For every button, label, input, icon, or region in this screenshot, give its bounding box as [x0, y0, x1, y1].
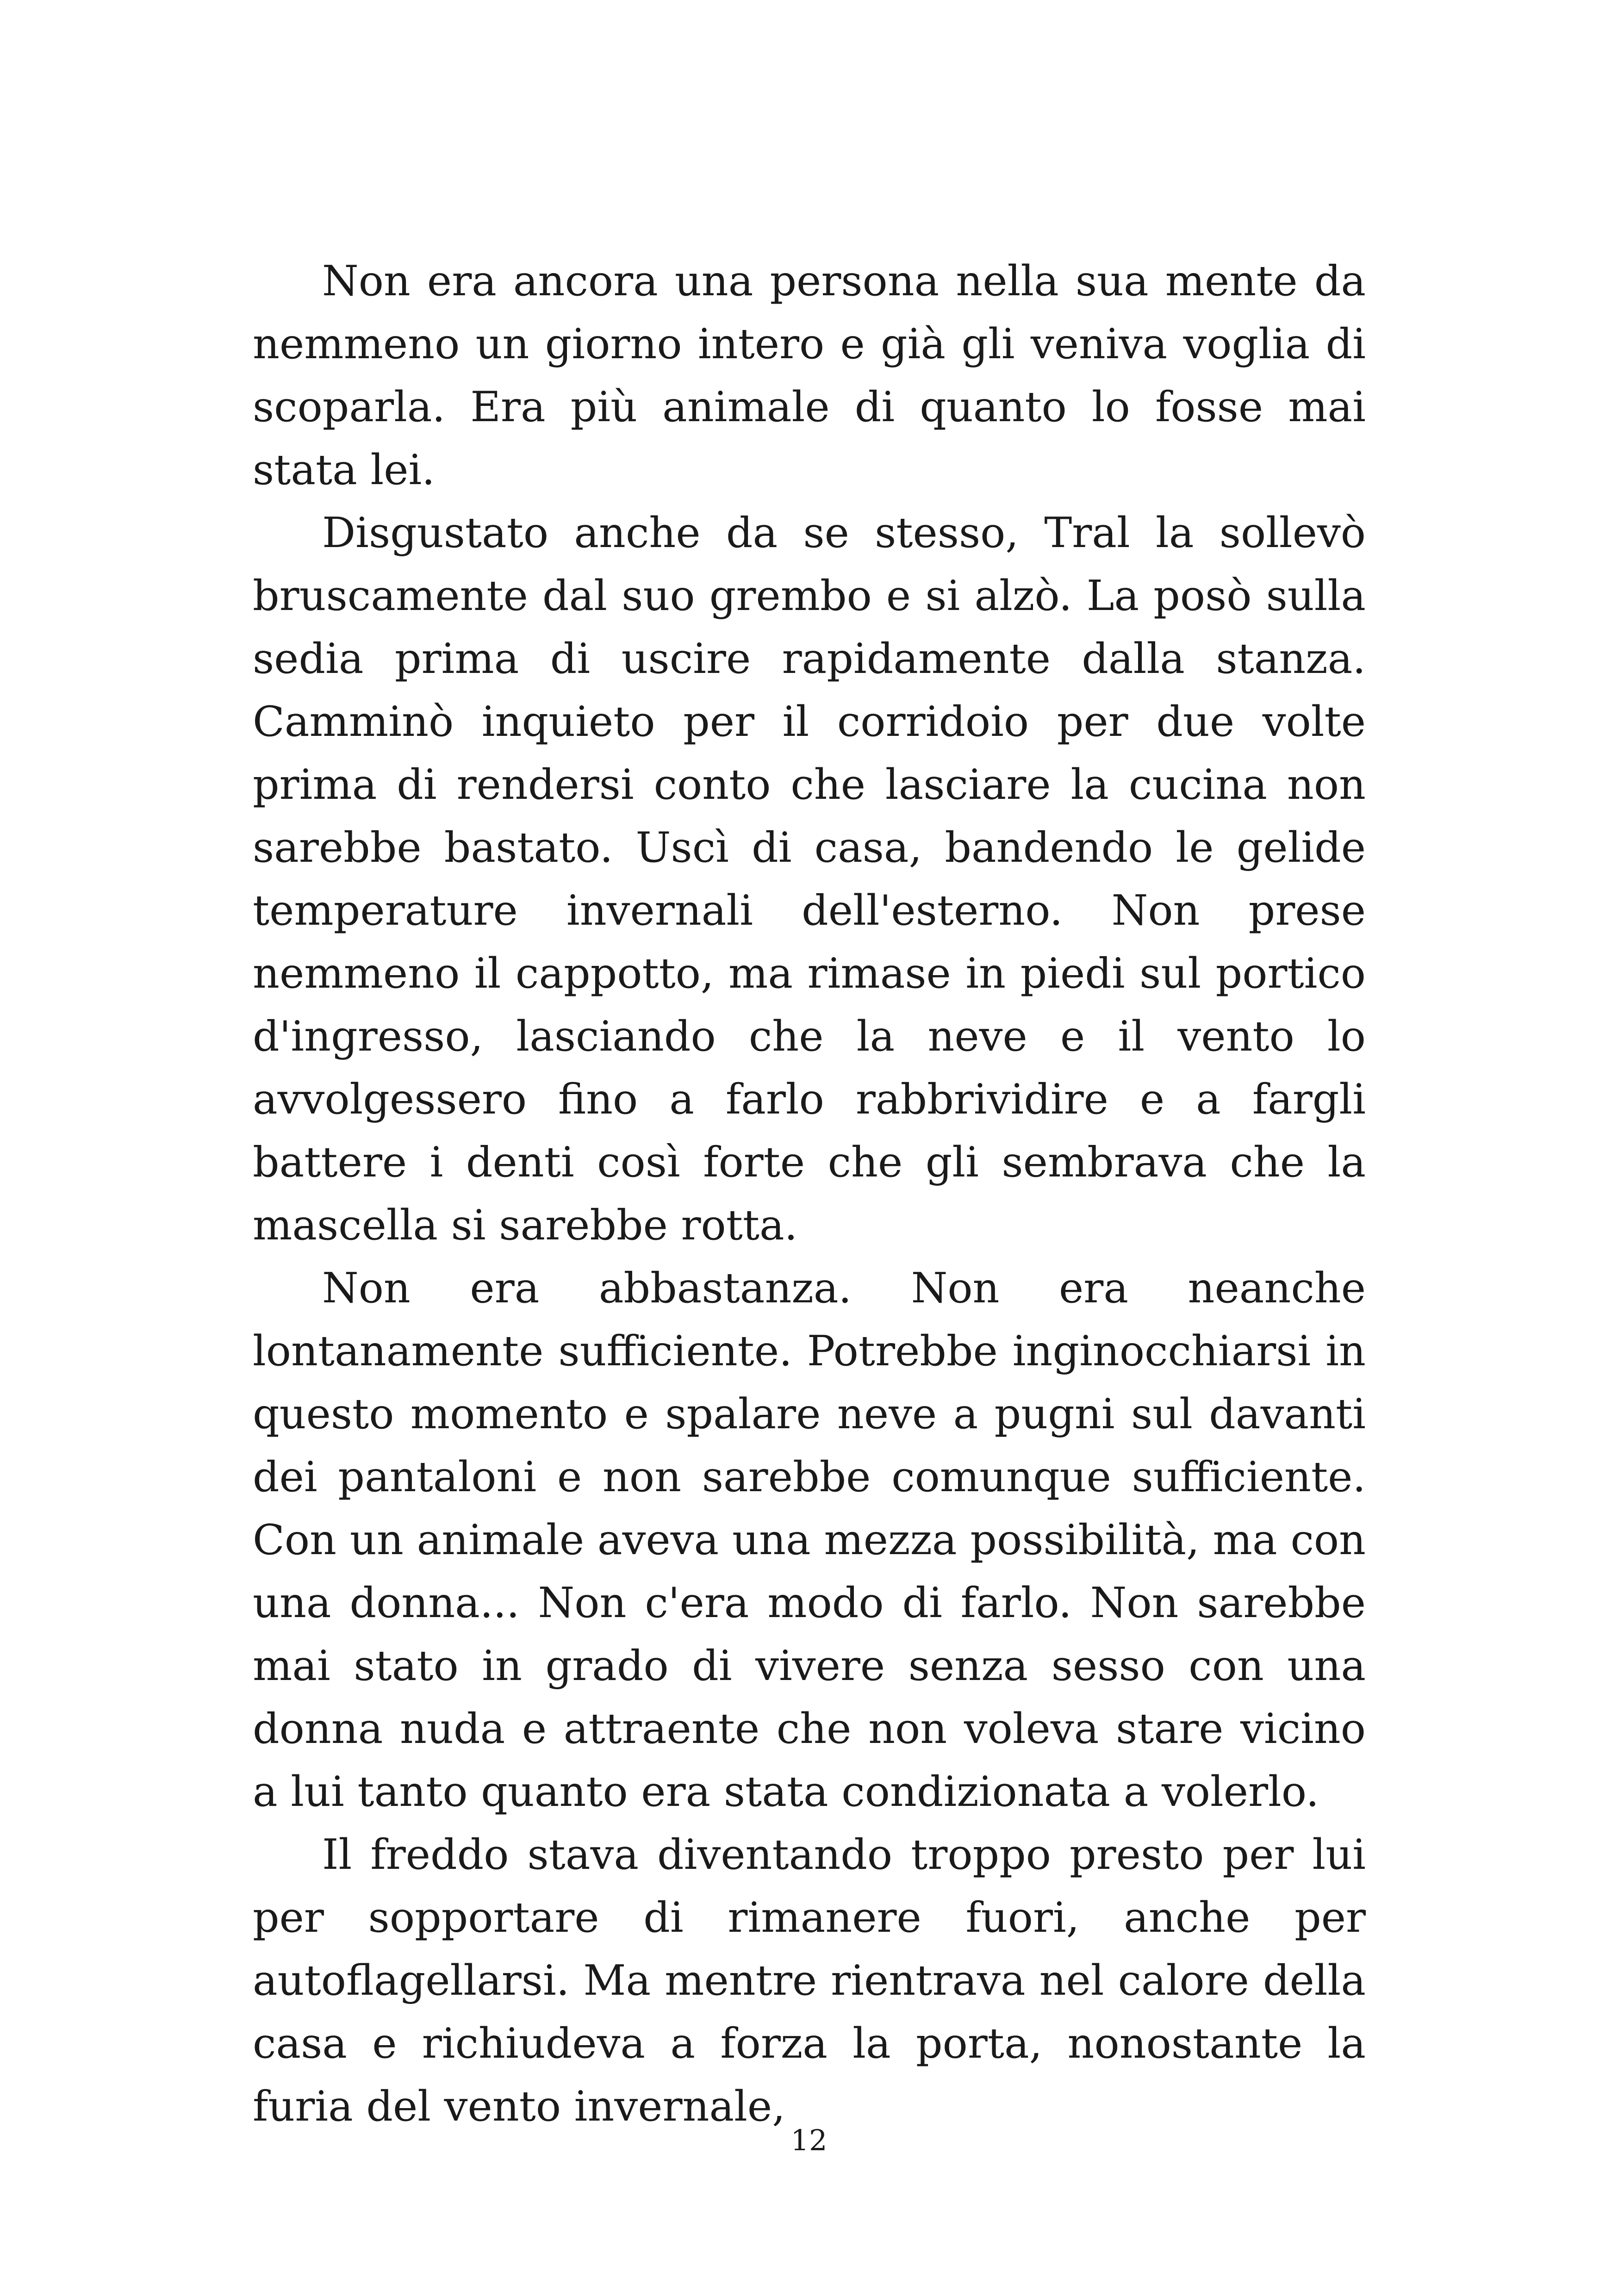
body-text [253, 250, 1366, 2138]
paragraph-3: Non era abbastanza. Non era neanche lontanamente sufficiente. Potrebbe inginocchiarsi in questo momento e spalare neve a pugni sul davanti dei pantaloni e non sarebbe comunque sufficiente. Con un animale aveva una mezza possibilità, ma con una donna... Non c'era modo di farlo. Non sarebbe mai stato in grado di vivere senza sesso con una donna nuda e attraente che non voleva stare vicino a lui tanto quanto era stata condizionata a volerlo. [253, 1264, 1366, 1816]
paragraph-1: Non era ancora una persona nella sua mente da nemmeno un giorno intero e già gli veniva voglia di scoparla. Era più animale di quanto lo fosse mai stata lei. [253, 257, 1366, 494]
paragraph-2: Disgustato anche da se stesso, Tral la sollevò bruscamente dal suo grembo e si alzò. La posò sulla sedia prima di uscire rapidamente dalla stanza. Camminò inquieto per il corridoio per due volte prima di rendersi conto che lasciare la cucina non sarebbe bastato. Uscì di casa, bandendo le gelide temperature invernali dell'esterno. Non prese nemmeno il cappotto, ma rimase in piedi sul portico d'ingresso, lasciando che la neve e il vento lo avvolgessero fino a farlo rabbrividire e a fargli battere i denti così forte che gli sembrava che la mascella si sarebbe rotta. [253, 509, 1366, 1250]
page-number: 12 [790, 2123, 828, 2157]
paragraph-4: Il freddo stava diventando troppo presto per lui per sopportare di rimanere fuori, anche per autoflagellarsi. Ma mentre rientrava nel calore della casa e richiudeva a forza la porta, nonostante la furia del vento invernale, [253, 1830, 1366, 2131]
